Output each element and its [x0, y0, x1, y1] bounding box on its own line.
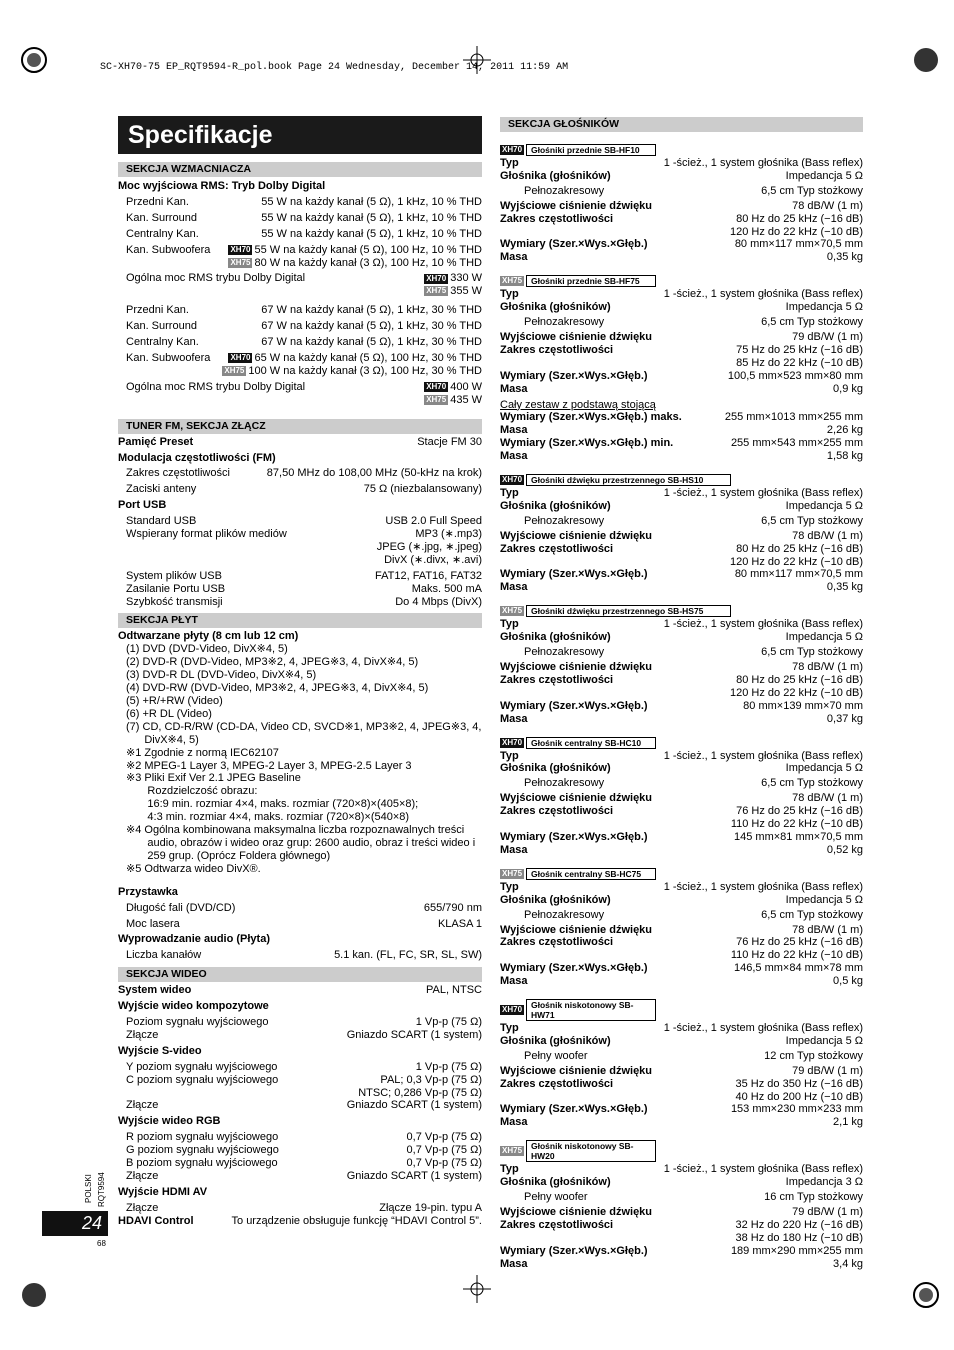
speaker-block: [500, 737, 863, 857]
spec-row: Pełnozakresowy 6,5 cm Typ stożkowy: [524, 908, 863, 921]
spec-row: Standard USB USB 2.0 Full Speed: [126, 515, 482, 528]
spec-row: Masa 3,4 kg: [500, 1257, 863, 1270]
spec-row: Zakres częstotliwości 32 Hz do 220 Hz (−16 dB): [500, 1218, 863, 1231]
xh70-badge: XH70: [230, 244, 251, 254]
spec-row: Pełny woofer 16 cm Typ stożkowy: [524, 1191, 863, 1204]
spec-row: Wymiary (Szer.×Wys.×Głęb.) 189 mm×290 mm×255 mm: [500, 1244, 863, 1257]
spec-row: DivX (∗.divx, ∗.avi): [384, 553, 482, 566]
footnote: audio, obrazów i wideo oraz grup: 2600 audio, obraz i treści wideo i: [126, 836, 476, 849]
spec-row: Ogólna moc RMS trybu Dolby Digital XH70 400 W: [126, 380, 482, 393]
crosshair-icon: [463, 1275, 491, 1303]
spec-row: Wyjściowe ciśnienie dźwięku 79 dB/W (1 m): [500, 330, 863, 343]
list-item: (4) DVD-RW (DVD-Video, MP3※2, 4, JPEG※3, 4, DivX※4, 5): [126, 682, 429, 695]
spec-row: Pełnozakresowy 6,5 cm Typ stożkowy: [524, 646, 863, 659]
spec-row: 110 Hz do 22 kHz (−10 dB): [730, 818, 863, 831]
spec-row: Wyjściowe ciśnienie dźwięku 78 dB/W (1 m): [500, 792, 863, 805]
spec-row: Poziom sygnału wyjściowego 1 Vp-p (75 Ω): [126, 1016, 482, 1029]
spec-row: Wymiary (Szer.×Wys.×Głęb.) 100,5 mm×523 mm×80 mm: [500, 369, 863, 382]
xh75-badge: XH75: [502, 1146, 523, 1156]
section-header-amplifier: SEKCJA WZMACNIACZA: [118, 162, 482, 177]
spec-row: Wymiary (Szer.×Wys.×Głęb.) 146,5 mm×84 mm×78 mm: [500, 962, 863, 975]
speaker-model-tag: Głośnik niskotonowy SB-HW71: [526, 999, 656, 1021]
audio-title: Wyprowadzanie audio (Płyta): [118, 933, 270, 946]
speaker-block: [500, 999, 863, 1129]
left-column: [118, 162, 482, 1228]
xh70-badge: XH70: [502, 1005, 523, 1015]
footnote: Rozdzielczość obrazu:: [126, 785, 258, 798]
spec-row: Głośnika (głośników) Impedancja 5 Ω: [500, 169, 863, 182]
spec-row: Głośnika (głośników) Impedancja 5 Ω: [500, 762, 863, 775]
xh75-badge: XH75: [224, 365, 245, 375]
rgb-title: Wyjście wideo RGB: [118, 1115, 221, 1128]
spec-row: XH75 100 W na każdy kanał (3 Ω), 100 Hz, 30 % THD: [224, 364, 482, 377]
spec-row: Pełny woofer 12 cm Typ stożkowy: [524, 1049, 863, 1062]
spec-row: Typ 1 -ścież., 1 system głośnika (Bass reflex): [500, 618, 863, 631]
spec-row: Zakres częstotliwości 80 Hz do 25 kHz (−16 dB): [500, 212, 863, 225]
spec-row: Głośnika (głośników) Impedancja 3 Ω: [500, 1176, 863, 1189]
spec-row: Wymiary (Szer.×Wys.×Głęb.) min. 255 mm×543 mm×255 mm: [500, 437, 863, 450]
speaker-block: [500, 275, 863, 395]
registration-mark-icon: [912, 46, 940, 74]
spec-row: Typ 1 -ścież., 1 system głośnika (Bass reflex): [500, 749, 863, 762]
spec-row: Typ 1 -ścież., 1 system głośnika (Bass reflex): [500, 487, 863, 500]
xh75-badge: XH75: [502, 868, 523, 878]
spec-row: Ogólna moc RMS trybu Dolby Digital XH70 330 W: [126, 272, 482, 285]
footnote: ※2 MPEG-1 Layer 3, MPEG-2 Layer 3, MPEG-2.5 Layer 3: [126, 759, 412, 772]
fm-title: Modulacja częstotliwości (FM): [118, 451, 276, 464]
xh70-badge: XH70: [502, 737, 523, 747]
spec-row: Pamięć Preset Stacje FM 30: [118, 435, 482, 448]
list-item: DivX※4, 5): [126, 733, 199, 746]
registration-mark-icon: [20, 1281, 48, 1309]
list-item: (6) +R DL (Video): [126, 707, 212, 720]
spec-row: Wyjściowe ciśnienie dźwięku 78 dB/W (1 m): [500, 923, 863, 936]
speaker-block: [500, 605, 863, 725]
spec-row: Głośnika (głośników) Impedancja 5 Ω: [500, 631, 863, 644]
spec-row: Zakres częstotliwości 80 Hz do 25 kHz (−16 dB): [500, 673, 863, 686]
registration-mark-icon: [912, 1281, 940, 1309]
spec-row: HDAVI Control To urządzenie obsługuje funkcję “HDAVI Control 5”.: [118, 1214, 482, 1227]
speaker-model-tag: Głośnik centralny SB-HC10: [526, 737, 656, 749]
footnote: ※1 Zgodnie z normą IEC62107: [126, 746, 279, 759]
speaker-model-tag: Głośnik niskotonowy SB-HW20: [526, 1140, 656, 1162]
spec-row: Masa 0,52 kg: [500, 843, 863, 856]
spec-row: System wideo PAL, NTSC: [118, 984, 482, 997]
document-header: SC-XH70-75 EP_RQT9594-R_pol.book Page 24 Wednesday, December 14, 2011 11:59 AM: [100, 62, 569, 73]
spec-row: Typ 1 -ścież., 1 system głośnika (Bass reflex): [500, 157, 863, 169]
section-header-tuner: TUNER FM, SEKCJA ZŁĄCZ: [118, 419, 482, 434]
registration-mark-icon: [20, 46, 48, 74]
spec-row: Kan. Subwoofera XH70 55 W na każdy kanał (5 Ω), 100 Hz, 10 % THD: [126, 243, 482, 256]
spec-row: Zaciski anteny 75 Ω (niezbalansowany): [126, 483, 482, 496]
spec-row: Pełnozakresowy 6,5 cm Typ stożkowy: [524, 777, 863, 790]
spec-row: NTSC; 0,286 Vp-p (75 Ω): [358, 1086, 482, 1099]
speaker-model-tag: Głośniki przednie SB-HF10: [526, 144, 656, 156]
section-header-speakers: SEKCJA GŁOŚNIKÓW: [500, 117, 863, 132]
speaker-model-tag: Głośnik centralny SB-HC75: [526, 868, 656, 880]
footnote: 259 grup. (Oprócz Foldera głównego): [126, 849, 331, 862]
spec-row: Masa 0,35 kg: [500, 251, 863, 264]
usb-title: Port USB: [118, 499, 167, 512]
spec-row: Wyjściowe ciśnienie dźwięku 78 dB/W (1 m): [500, 661, 863, 673]
spec-row: Długość fali (DVD/CD) 655/790 nm: [126, 901, 482, 914]
section-header-disc: SEKCJA PŁYT: [118, 613, 482, 628]
spec-row: Moc lasera KLASA 1: [126, 917, 482, 930]
footnote: ※5 Odtwarza wideo DivX®.: [126, 862, 261, 875]
spec-row: XH75 435 W: [426, 393, 482, 406]
speaker-block: [500, 474, 863, 594]
svideo-title: Wyjście S-video: [118, 1044, 202, 1057]
spec-row: Złącze Gniazdo SCART (1 system): [126, 1099, 482, 1112]
spec-row: Wymiary (Szer.×Wys.×Głęb.) 80 mm×117 mm×70,5 mm: [500, 568, 863, 581]
spec-row: Masa 0,37 kg: [500, 712, 863, 725]
section-header-video: SEKCJA WIDEO: [118, 967, 482, 982]
spec-row: 85 Hz do 22 kHz (−10 dB): [736, 356, 863, 369]
spec-row: Masa 1,58 kg: [500, 450, 863, 463]
speaker-model-tag: Głośniki dźwięku przestrzennego SB-HS75: [526, 605, 731, 617]
spec-row: Wyjściowe ciśnienie dźwięku 79 dB/W (1 m): [500, 1064, 863, 1077]
speaker-model-tag: Głośniki przednie SB-HF75: [526, 275, 656, 287]
spec-row: Szybkość transmisji Do 4 Mbps (DivX): [126, 595, 482, 608]
spec-row: Zakres częstotliwości 87,50 MHz do 108,00 MHz (50-kHz na krok): [126, 467, 482, 480]
xh75-badge: XH75: [230, 257, 251, 267]
spec-row: Masa 0,9 kg: [500, 382, 863, 395]
spec-row: Kan. Surround 67 W na każdy kanał (5 Ω), 1 kHz, 30 % THD: [126, 320, 482, 333]
spec-row: JPEG (∗.jpg, ∗.jpeg): [376, 540, 482, 553]
footnote: 4:3 min. rozmiar 4×4, maks. rozmiar (720×8)×(540×8): [126, 811, 410, 824]
spec-row: Wymiary (Szer.×Wys.×Głęb.) 153 mm×230 mm×233 mm: [500, 1103, 863, 1116]
footnote: ※3 Pliki Exif Ver 2.1 JPEG Baseline: [126, 772, 301, 785]
spec-row: Masa 2,26 kg: [500, 424, 863, 437]
xh70-badge: XH70: [230, 353, 251, 363]
spec-row: XH75 355 W: [426, 285, 482, 298]
spec-row: Zasilanie Portu USB Maks. 500 mA: [126, 582, 482, 595]
spec-row: C poziom sygnału wyjściowego PAL; 0,3 Vp-p (75 Ω): [126, 1073, 482, 1086]
hdmi-title: Wyjście HDMI AV: [118, 1185, 208, 1198]
spec-row: Zakres częstotliwości 35 Hz do 350 Hz (−16 dB): [500, 1077, 863, 1090]
disc-title: Odtwarzane płyty (8 cm lub 12 cm): [118, 630, 299, 643]
spec-row: XH75 80 W na każdy kanał (3 Ω), 100 Hz, 10 % THD: [230, 256, 482, 269]
spec-row: Zakres częstotliwości 76 Hz do 25 kHz (−16 dB): [500, 805, 863, 818]
speaker-block: [500, 1140, 863, 1270]
xh70-badge: XH70: [426, 381, 447, 391]
list-item: (2) DVD-R (DVD-Video, MP3※2, 4, JPEG※3, 4, DivX※4, 5): [126, 656, 419, 669]
footnote: 16:9 min. rozmiar 4×4, maks. rozmiar (720×8)×(405×8);: [126, 798, 419, 811]
spec-row: Centralny Kan. 67 W na każdy kanał (5 Ω), 1 kHz, 30 % THD: [126, 336, 482, 349]
spec-row: Pełnozakresowy 6,5 cm Typ stożkowy: [524, 184, 863, 197]
spec-row: 110 Hz do 22 kHz (−10 dB): [730, 949, 863, 962]
rms-title: Moc wyjściowa RMS: Tryb Dolby Digital: [118, 180, 326, 192]
stand-block: [500, 399, 863, 464]
spec-row: Wyjściowe ciśnienie dźwięku 79 dB/W (1 m): [500, 1206, 863, 1218]
xh75-badge: XH75: [426, 286, 447, 296]
spec-row: Typ 1 -ścież., 1 system głośnika (Bass reflex): [500, 1163, 863, 1176]
page-title: Specifikacje: [118, 116, 482, 154]
spec-row: 120 Hz do 22 kHz (−10 dB): [730, 555, 863, 568]
spec-row: Zakres częstotliwości 76 Hz do 25 kHz (−16 dB): [500, 936, 863, 949]
spec-row: 120 Hz do 22 kHz (−10 dB): [730, 225, 863, 238]
sheet-number: 68: [97, 1239, 106, 1248]
spec-row: Typ 1 -ścież., 1 system głośnika (Bass reflex): [500, 288, 863, 301]
spec-row: Centralny Kan. 55 W na każdy kanał (5 Ω), 1 kHz, 10 % THD: [126, 227, 482, 240]
spec-row: Przedni Kan. 67 W na każdy kanał (5 Ω), 1 kHz, 30 % THD: [126, 304, 482, 317]
speaker-model-tag: Głośniki dźwięku przestrzennego SB-HS10: [526, 474, 731, 486]
list-item: (3) DVD-R DL (DVD-Video, DivX※4, 5): [126, 669, 317, 682]
spec-row: Wymiary (Szer.×Wys.×Głęb.) 80 mm×117 mm×70,5 mm: [500, 238, 863, 251]
xh70-badge: XH70: [426, 273, 447, 283]
footnote: ※4 Ogólna kombinowana maksymalna liczba rozpoznawalnych treści: [126, 824, 465, 837]
spec-row: Głośnika (głośników) Impedancja 5 Ω: [500, 499, 863, 512]
speaker-block: [500, 868, 863, 988]
page-number: 24: [42, 1211, 108, 1236]
spec-row: Zakres częstotliwości 80 Hz do 25 kHz (−16 dB): [500, 542, 863, 555]
spec-row: Kan. Surround 55 W na każdy kanał (5 Ω), 1 kHz, 10 % THD: [126, 211, 482, 224]
spec-row: Wyjściowe ciśnienie dźwięku 78 dB/W (1 m): [500, 199, 863, 212]
list-item: (7) CD, CD-R/RW (CD-DA, Video CD, SVCD※1, MP3※2, 4, JPEG※3, 4,: [126, 720, 482, 733]
spec-row: Złącze Gniazdo SCART (1 system): [126, 1170, 482, 1182]
spec-row: Typ 1 -ścież., 1 system głośnika (Bass reflex): [500, 880, 863, 893]
language-label: POLSKI: [84, 1174, 93, 1203]
spec-row: 120 Hz do 22 kHz (−10 dB): [730, 686, 863, 699]
spec-row: Wymiary (Szer.×Wys.×Głęb.) 145 mm×81 mm×70,5 mm: [500, 830, 863, 843]
spec-row: System plików USB FAT12, FAT16, FAT32: [126, 569, 482, 582]
speaker-block: [500, 144, 863, 264]
xh70-badge: XH70: [502, 145, 523, 154]
spec-row: Wyjściowe ciśnienie dźwięku 78 dB/W (1 m): [500, 529, 863, 542]
xh75-badge: XH75: [502, 276, 523, 286]
composite-title: Wyjście wideo kompozytowe: [118, 1000, 269, 1013]
spec-row: Wymiary (Szer.×Wys.×Głęb.) maks. 255 mm×1013 mm×255 mm: [500, 411, 863, 424]
spec-row: Masa 0,35 kg: [500, 581, 863, 594]
spec-row: Złącze Gniazdo SCART (1 system): [126, 1028, 482, 1041]
right-column: [500, 117, 863, 1271]
list-item: (5) +R/+RW (Video): [126, 695, 223, 707]
spec-row: Pełnozakresowy 6,5 cm Typ stożkowy: [524, 316, 863, 329]
spec-row: Liczba kanałów 5.1 kan. (FL, FC, SR, SL, SW): [126, 949, 482, 962]
spec-row: Kan. Subwoofera XH70 65 W na każdy kanał (5 Ω), 100 Hz, 30 % THD: [126, 351, 482, 364]
spec-row: B poziom sygnału wyjściowego 0,7 Vp-p (75 Ω): [126, 1157, 482, 1170]
disc-list: [118, 643, 482, 875]
doc-code: RQT9594: [97, 1172, 106, 1207]
spec-row: Głośnika (głośników) Impedancja 5 Ω: [500, 1034, 863, 1047]
spec-row: Głośnika (głośników) Impedancja 5 Ω: [500, 301, 863, 314]
spec-row: Złącze Złącze 19-pin. typu A: [126, 1201, 482, 1214]
spec-row: Głośnika (głośników) Impedancja 5 Ω: [500, 893, 863, 906]
xh70-badge: XH70: [502, 475, 523, 485]
speaker-list: [500, 144, 863, 1271]
spec-row: 40 Hz do 200 Hz (−10 dB): [735, 1090, 863, 1103]
spec-row: Masa 0,5 kg: [500, 975, 863, 988]
spec-row: Typ 1 -ścież., 1 system głośnika (Bass reflex): [500, 1022, 863, 1035]
spec-row: Zakres częstotliwości 75 Hz do 25 kHz (−16 dB): [500, 343, 863, 356]
pickup-title: Przystawka: [118, 885, 178, 898]
spec-row: G poziom sygnału wyjściowego 0,7 Vp-p (75 Ω): [126, 1144, 482, 1157]
spec-row: Masa 2,1 kg: [500, 1116, 863, 1129]
spec-row: Y poziom sygnału wyjściowego 1 Vp-p (75 Ω): [126, 1060, 482, 1073]
xh75-badge: XH75: [502, 606, 523, 616]
spec-row: R poziom sygnału wyjściowego 0,7 Vp-p (75 Ω): [126, 1131, 482, 1144]
spec-row: Przedni Kan. 55 W na każdy kanał (5 Ω), 1 kHz, 10 % THD: [126, 195, 482, 208]
list-item: (1) DVD (DVD-Video, DivX※4, 5): [126, 643, 288, 656]
spec-row: 38 Hz do 180 Hz (−10 dB): [735, 1231, 863, 1244]
xh75-badge: XH75: [426, 394, 447, 404]
spec-row: Wspierany format plików mediów MP3 (∗.mp3): [126, 528, 482, 541]
stand-title: Cały zestaw z podstawą stojącą: [500, 398, 656, 411]
spec-row: Wymiary (Szer.×Wys.×Głęb.) 80 mm×139 mm×70 mm: [500, 699, 863, 712]
spec-row: Pełnozakresowy 6,5 cm Typ stożkowy: [524, 514, 863, 527]
